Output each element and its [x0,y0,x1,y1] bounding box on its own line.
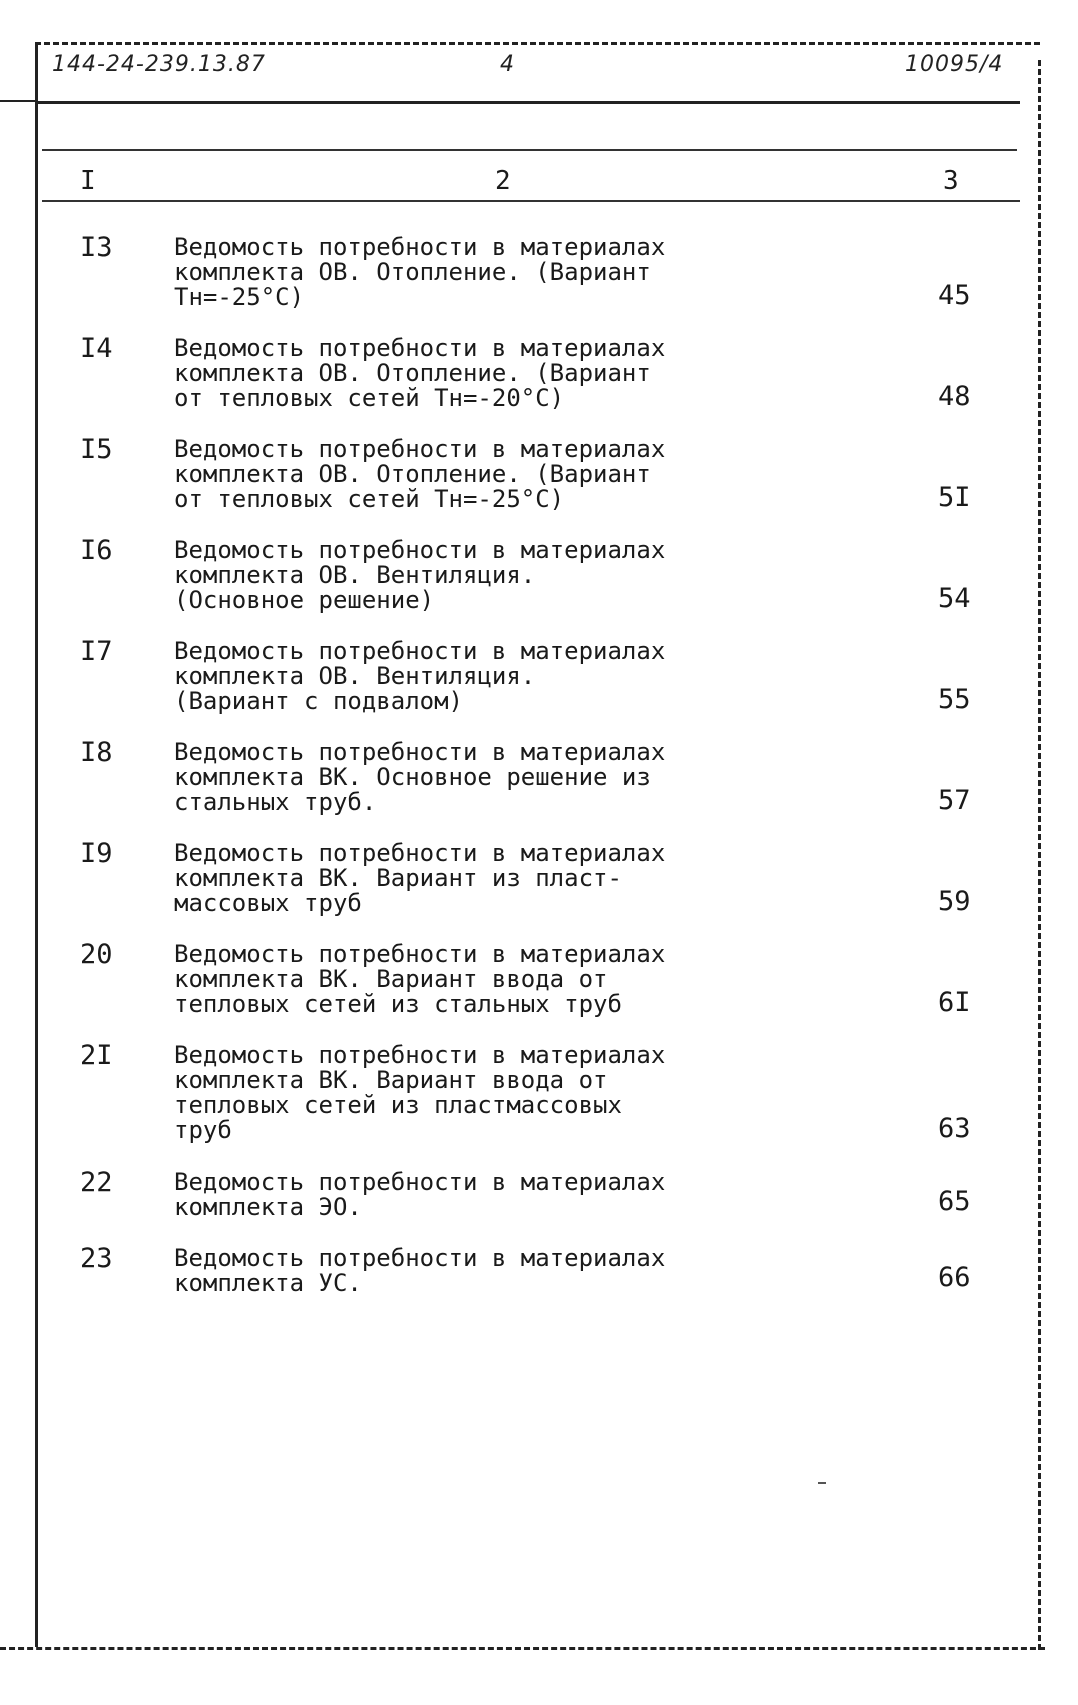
frame-left-border [35,42,38,1647]
row-description: Ведомость потребности в материалах комплекта ОВ. Отопление. (Вариант от тепловых сетей Тн=-20°С) [174,334,666,412]
row-description: Ведомость потребности в материалах комплекта ВК. Вариант ввода от тепловых сетей из пластмассовых труб [174,1041,666,1144]
frame-top-border [35,42,1040,45]
row-description: Ведомость потребности в материалах комплекта ВК. Вариант ввода от тепловых сетей из стальных труб [174,940,666,1018]
document-number: 10095/4 [905,52,1004,77]
row-description: Ведомость потребности в материалах комплекта ОВ. Отопление. (Вариант от тепловых сетей Тн=-25°С) [174,435,666,513]
row-number: 22 [80,1167,113,1198]
row-page-number: 59 [938,886,971,917]
row-number: I6 [80,535,113,566]
row-description: Ведомость потребности в материалах комплекта ОВ. Вентиляция. (Вариант с подвалом) [174,637,666,715]
row-description: Ведомость потребности в материалах комплекта ОВ. Отопление. (Вариант Тн=-25°С) [174,233,666,311]
scan-mark [818,1482,826,1484]
table-top-rule [42,149,1017,151]
column-header-2: 2 [495,166,511,196]
row-number: I8 [80,737,113,768]
row-number: I3 [80,232,113,263]
row-page-number: 5I [938,482,971,513]
row-page-number: 48 [938,381,971,412]
column-header-3: 3 [943,166,959,196]
row-page-number: 55 [938,684,971,715]
row-description: Ведомость потребности в материалах комплекта ВК. Вариант из пласт- массовых труб [174,839,666,917]
row-number: I5 [80,434,113,465]
row-number: I7 [80,636,113,667]
row-number: I9 [80,838,113,869]
row-page-number: 54 [938,583,971,614]
row-page-number: 63 [938,1113,971,1144]
document-code: 144-24-239.13.87 [52,52,266,77]
row-page-number: 65 [938,1186,971,1217]
column-header-1: I [80,166,96,196]
row-number: 20 [80,939,113,970]
row-number: 2I [80,1040,113,1071]
row-page-number: 66 [938,1262,971,1293]
row-number: I4 [80,333,113,364]
row-description: Ведомость потребности в материалах комплекта ЭО. [174,1168,666,1221]
page-number: 4 [500,52,515,77]
table-header-rule [42,200,1020,202]
row-description: Ведомость потребности в материалах комплекта УС. [174,1244,666,1297]
header-rule [35,101,1020,104]
frame-right-border [1038,60,1041,1650]
binding-margin-mark [0,100,35,102]
row-number: 23 [80,1243,113,1274]
row-description: Ведомость потребности в материалах комплекта ВК. Основное решение из стальных труб. [174,738,666,816]
row-page-number: 6I [938,987,971,1018]
row-page-number: 57 [938,785,971,816]
row-page-number: 45 [938,280,971,311]
row-description: Ведомость потребности в материалах комплекта ОВ. Вентиляция. (Основное решение) [174,536,666,614]
frame-bottom-border [0,1647,1045,1650]
